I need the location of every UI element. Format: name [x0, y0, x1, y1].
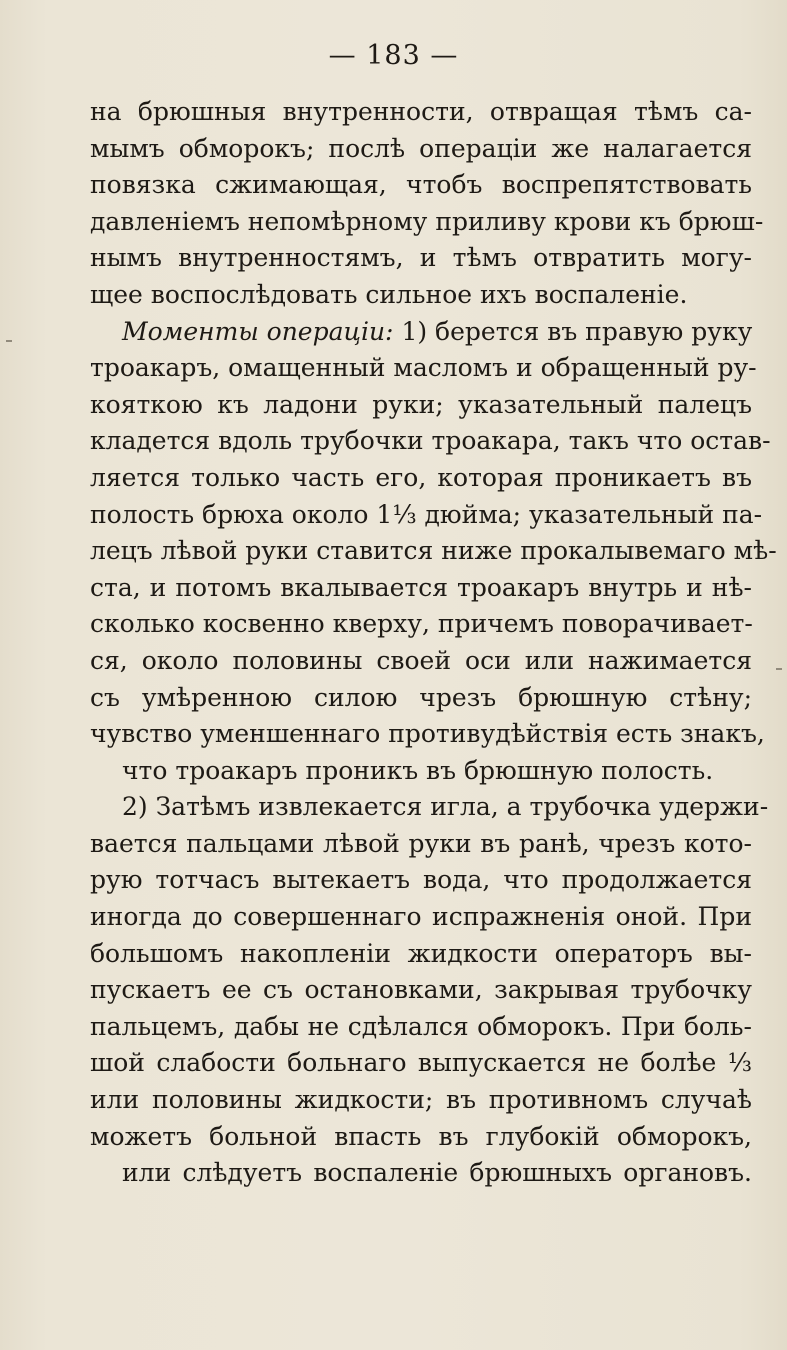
text-line: пальцемъ, дабы не сдѣлался обморокъ. При боль- [90, 1011, 752, 1041]
text-line: 2) Затѣмъ извлекается игла, а трубочка удержи- [122, 792, 769, 822]
text-line: кладется вдоль трубочки троакара, такъ что остав- [90, 426, 771, 456]
text-line: или слѣдуетъ воспаленіе брюшныхъ органовъ. [122, 1158, 752, 1188]
text-line: лецъ лѣвой руки ставится ниже прокалывемаго мѣ- [90, 536, 777, 566]
text-line: или половины жидкости; въ противномъ случаѣ [90, 1085, 752, 1115]
text-line: кояткою къ ладони руки; указательный палецъ [90, 389, 752, 419]
text-line: можетъ больной впасть въ глубокій обморокъ, [90, 1121, 752, 1151]
text-line: что троакаръ проникъ въ брюшную полость. [122, 755, 714, 785]
text-line: на брюшныя внутренности, отвращая тѣмъ са- [90, 97, 752, 126]
text-line: чувство уменшеннаго противудѣйствія есть знакъ, [90, 719, 765, 749]
text-line: иногда до совершеннаго испражненія оной. При [90, 902, 752, 932]
text-line: повязка сжимающая, чтобъ воспрепятствовать [90, 170, 752, 200]
text-line: пускаетъ ее съ остановками, закрывая трубочку [90, 975, 752, 1005]
text-line: съ умѣренною силою чрезъ брюшную стѣну; [90, 682, 752, 712]
body-text [90, 94, 777, 1192]
paragraph-heading: Моменты операціи: [122, 316, 394, 346]
paragraph-first-line [90, 314, 752, 351]
text-line: мымъ обморокъ; послѣ операціи же налагается [90, 133, 752, 163]
text-line: рую тотчасъ вытекаетъ вода, что продолжается [90, 865, 752, 895]
text-line: давленіемъ непомѣрному приливу крови къ брюш- [90, 206, 764, 236]
text-line: нымъ внутренностямъ, и тѣмъ отвратить могу- [90, 243, 752, 273]
text-line: ляется только часть его, которая проникаетъ въ [90, 462, 752, 492]
text-line: полость брюха около 1⅓ дюйма; указательный па- [90, 499, 763, 529]
text-line: шой слабости больнаго выпускается не болѣе ⅓ [90, 1048, 752, 1078]
text-line: троакаръ, омащенный масломъ и обращенный ру- [90, 353, 757, 383]
margin-mark-right [776, 668, 782, 670]
margin-mark-left [6, 340, 12, 342]
page-number: — 183 — [328, 40, 459, 71]
text-line: ста, и потомъ вкалывается троакаръ внутрь и нѣ- [90, 572, 752, 602]
text-line: щее воспослѣдовать сильное ихъ воспаленіе. [90, 279, 688, 309]
text-line: вается пальцами лѣвой руки въ ранѣ, чрезъ кото- [90, 828, 752, 858]
text-run: 1) берется въ правую руку [401, 316, 753, 346]
text-line: сколько косвенно кверху, причемъ поворачивает- [90, 609, 753, 639]
text-line: ся, около половины своей оси или нажимается [90, 645, 752, 675]
text-line: большомъ накопленіи жидкости операторъ вы- [90, 938, 752, 968]
